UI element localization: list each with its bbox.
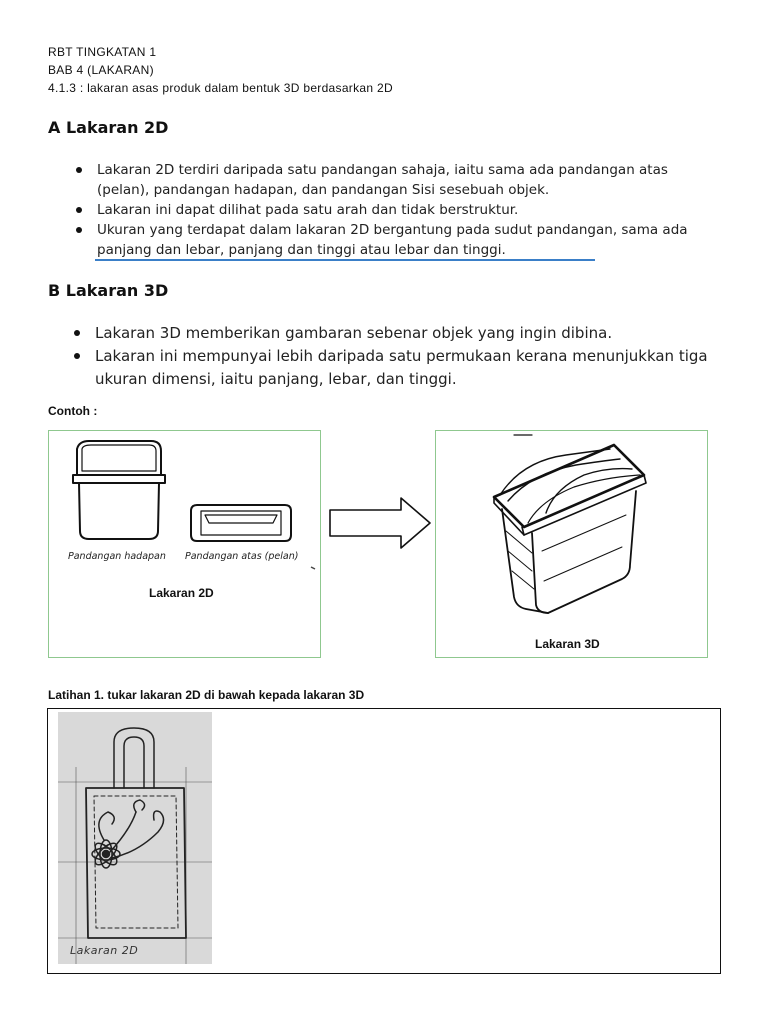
section-a-bullets xyxy=(72,160,692,260)
arrow-right-icon xyxy=(329,497,433,549)
section-b-title: B Lakaran 3D xyxy=(48,281,169,300)
exercise-title: Latihan 1. tukar lakaran 2D di bawah kepada lakaran 3D xyxy=(48,688,365,702)
section-a-bullet: Lakaran 2D terdiri daripada satu pandangan sahaja, iaitu sama ada pandangan atas (pelan), pandangan hadapan, dan pandangan Sisi sesebuah objek. xyxy=(72,160,692,200)
handbag-drawing xyxy=(58,712,212,964)
photo-label: Lakaran 2D xyxy=(70,944,139,957)
caption-2d: Lakaran 2D xyxy=(149,586,214,600)
bin-2d-drawing xyxy=(49,431,320,657)
section-b-bullets xyxy=(70,322,725,391)
handbag-sketch-photo xyxy=(58,712,212,964)
top-view-label: Pandangan atas (pelan) xyxy=(185,551,299,562)
caption-3d: Lakaran 3D xyxy=(535,637,600,651)
header-line-2: BAB 4 (LAKARAN) xyxy=(48,63,154,77)
header-line-3: 4.1.3 : lakaran asas produk dalam bentuk 3D berdasarkan 2D xyxy=(48,81,393,95)
underline-decoration xyxy=(95,259,595,261)
section-b-bullet: Lakaran 3D memberikan gambaran sebenar objek yang ingin dibina. xyxy=(70,322,725,345)
sketch-2d-panel xyxy=(48,430,321,658)
sketch-3d-panel xyxy=(435,430,708,658)
front-view-label: Pandangan hadapan xyxy=(68,551,166,562)
header-line-1: RBT TINGKATAN 1 xyxy=(48,45,157,59)
exercise-answer-box xyxy=(47,708,721,974)
bin-3d-drawing xyxy=(436,431,707,657)
section-a-bullet: Ukuran yang terdapat dalam lakaran 2D bergantung pada sudut pandangan, sama ada panjang dan lebar, panjang dan tinggi atau lebar dan tinggi. xyxy=(72,220,692,260)
section-a-title: A Lakaran 2D xyxy=(48,118,169,137)
section-b-bullet: Lakaran ini mempunyai lebih daripada satu permukaan kerana menunjukkan tiga ukuran dimensi, iaitu panjang, lebar, dan tinggi. xyxy=(70,345,725,391)
section-a-bullet: Lakaran ini dapat dilihat pada satu arah dan tidak berstruktur. xyxy=(72,200,692,220)
example-label: Contoh : xyxy=(48,404,98,418)
